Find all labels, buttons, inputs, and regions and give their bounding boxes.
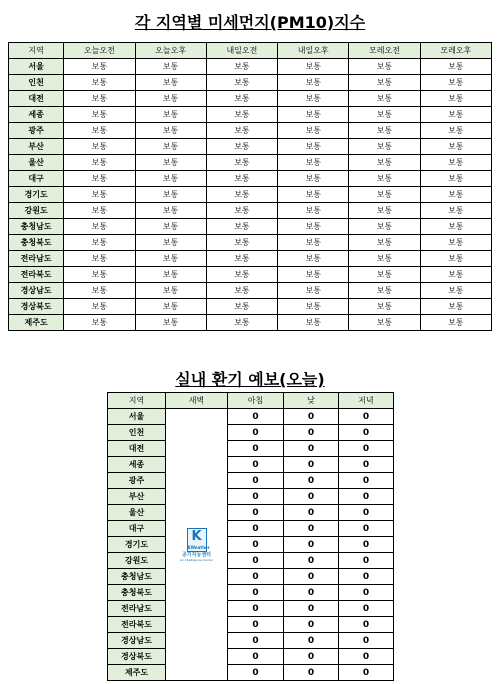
pm10-grade-cell: 보통	[420, 203, 491, 219]
pm10-grade-cell: 보통	[64, 75, 135, 91]
pm10-grade-cell: 보통	[206, 155, 277, 171]
pm10-grade-cell: 보통	[135, 107, 206, 123]
ventilation-value-cell: 0	[228, 425, 284, 441]
pm10-grade-cell: 보통	[278, 315, 349, 331]
pm10-grade-cell: 보통	[278, 267, 349, 283]
column-header: 내일오후	[278, 43, 349, 59]
table-row	[108, 521, 394, 537]
pm10-grade-cell: 보통	[135, 139, 206, 155]
pm10-grade-cell: 보통	[206, 203, 277, 219]
pm10-grade-cell: 보통	[206, 251, 277, 267]
pm10-grade-cell: 보통	[206, 315, 277, 331]
table-row	[9, 187, 492, 203]
pm10-grade-cell: 보통	[420, 155, 491, 171]
pm10-grade-cell: 보통	[206, 123, 277, 139]
ventilation-value-cell: 0	[339, 617, 394, 633]
ventilation-title: 실내 환기 예보(오늘)	[175, 370, 325, 389]
table-row	[108, 457, 394, 473]
pm10-grade-cell: 보통	[206, 235, 277, 251]
pm10-grade-cell: 보통	[64, 219, 135, 235]
ventilation-value-cell: 0	[284, 505, 339, 521]
table-row	[9, 75, 492, 91]
table-row	[9, 235, 492, 251]
table-row	[9, 283, 492, 299]
pm10-title: 각 지역별 미세먼지(PM10)지수	[134, 13, 366, 32]
ventilation-value-cell: 0	[228, 617, 284, 633]
pm10-grade-cell: 보통	[349, 139, 420, 155]
table-row	[9, 299, 492, 315]
table-row	[9, 107, 492, 123]
pm10-grade-cell: 보통	[349, 59, 420, 75]
table-row	[108, 425, 394, 441]
logo-mark	[187, 528, 210, 552]
table-row	[9, 267, 492, 283]
ventilation-value-cell: 0	[284, 441, 339, 457]
region-cell: 울산	[108, 505, 166, 521]
ventilation-header-row	[108, 393, 394, 409]
pm10-grade-cell: 보통	[64, 315, 135, 331]
pm10-grade-cell: 보통	[135, 59, 206, 75]
pm10-grade-cell: 보통	[64, 299, 135, 315]
pm10-grade-cell: 보통	[206, 267, 277, 283]
ventilation-table	[107, 392, 394, 681]
pm10-grade-cell: 보통	[278, 203, 349, 219]
column-header: 모레오전	[349, 43, 420, 59]
logo-name: 공기지능센터	[182, 551, 211, 558]
pm10-grade-cell: 보통	[349, 283, 420, 299]
pm10-grade-cell: 보통	[278, 187, 349, 203]
ventilation-value-cell: 0	[284, 553, 339, 569]
ventilation-value-cell: 0	[284, 473, 339, 489]
pm10-grade-cell: 보통	[64, 171, 135, 187]
region-cell: 제주도	[9, 315, 64, 331]
pm10-grade-cell: 보통	[64, 187, 135, 203]
pm10-grade-cell: 보통	[206, 91, 277, 107]
pm10-grade-cell: 보통	[278, 139, 349, 155]
region-cell: 충청남도	[9, 219, 64, 235]
region-cell: 부산	[9, 139, 64, 155]
ventilation-value-cell: 0	[339, 569, 394, 585]
region-cell: 충청북도	[108, 585, 166, 601]
logo-mark-letter: K	[191, 528, 202, 544]
pm10-grade-cell: 보통	[420, 251, 491, 267]
pm10-grade-cell: 보통	[135, 171, 206, 187]
pm10-grade-cell: 보통	[420, 171, 491, 187]
ventilation-value-cell: 0	[284, 537, 339, 553]
pm10-grade-cell: 보통	[206, 107, 277, 123]
ventilation-value-cell: 0	[339, 409, 394, 425]
column-header: 아침	[228, 393, 284, 409]
pm10-grade-cell: 보통	[349, 315, 420, 331]
pm10-grade-cell: 보통	[64, 251, 135, 267]
ventilation-value-cell: 0	[228, 649, 284, 665]
ventilation-value-cell: 0	[228, 553, 284, 569]
region-cell: 충청남도	[108, 569, 166, 585]
ventilation-value-cell: 0	[339, 505, 394, 521]
pm10-grade-cell: 보통	[64, 155, 135, 171]
table-row	[9, 59, 492, 75]
region-cell: 부산	[108, 489, 166, 505]
pm10-grade-cell: 보통	[64, 107, 135, 123]
pm10-grade-cell: 보통	[420, 187, 491, 203]
pm10-grade-cell: 보통	[349, 251, 420, 267]
pm10-grade-cell: 보통	[420, 315, 491, 331]
ventilation-value-cell: 0	[339, 521, 394, 537]
table-row	[9, 139, 492, 155]
table-row	[9, 91, 492, 107]
table-row	[9, 219, 492, 235]
table-row	[108, 409, 394, 425]
table-row	[9, 123, 492, 139]
pm10-grade-cell: 보통	[278, 155, 349, 171]
pm10-grade-cell: 보통	[420, 123, 491, 139]
column-header: 새벽	[166, 393, 228, 409]
region-cell: 강원도	[9, 203, 64, 219]
pm10-grade-cell: 보통	[278, 283, 349, 299]
pm10-grade-cell: 보통	[349, 299, 420, 315]
pm10-grade-cell: 보통	[64, 91, 135, 107]
pm10-grade-cell: 보통	[349, 123, 420, 139]
pm10-grade-cell: 보통	[349, 171, 420, 187]
region-cell: 전라북도	[9, 267, 64, 283]
pm10-grade-cell: 보통	[278, 107, 349, 123]
table-row	[108, 473, 394, 489]
ventilation-value-cell: 0	[284, 521, 339, 537]
column-header: 오늘오전	[64, 43, 135, 59]
table-row	[108, 553, 394, 569]
pm10-grade-cell: 보통	[135, 235, 206, 251]
column-header: 오늘오후	[135, 43, 206, 59]
pm10-grade-cell: 보통	[206, 139, 277, 155]
pm10-grade-cell: 보통	[64, 123, 135, 139]
pm10-grade-cell: 보통	[135, 315, 206, 331]
pm10-grade-cell: 보통	[135, 155, 206, 171]
region-cell: 서울	[9, 59, 64, 75]
ventilation-value-cell: 0	[228, 409, 284, 425]
region-cell: 경상북도	[108, 649, 166, 665]
column-header: 지역	[108, 393, 166, 409]
kweather-logo	[175, 528, 219, 562]
region-cell: 대구	[9, 171, 64, 187]
pm10-grade-cell: 보통	[349, 187, 420, 203]
pm10-grade-cell: 보통	[64, 59, 135, 75]
pm10-grade-cell: 보통	[64, 235, 135, 251]
pm10-grade-cell: 보통	[278, 75, 349, 91]
pm10-grade-cell: 보통	[349, 75, 420, 91]
pm10-grade-cell: 보통	[349, 107, 420, 123]
pm10-grade-cell: 보통	[420, 107, 491, 123]
pm10-grade-cell: 보통	[135, 75, 206, 91]
ventilation-value-cell: 0	[339, 649, 394, 665]
pm10-grade-cell: 보통	[278, 123, 349, 139]
pm10-grade-cell: 보통	[349, 155, 420, 171]
region-cell: 충청북도	[9, 235, 64, 251]
region-cell: 경상남도	[108, 633, 166, 649]
ventilation-value-cell: 0	[284, 665, 339, 681]
ventilation-value-cell: 0	[284, 601, 339, 617]
ventilation-value-cell: 0	[339, 601, 394, 617]
pm10-grade-cell: 보통	[420, 219, 491, 235]
pm10-grade-cell: 보통	[420, 91, 491, 107]
column-header: 지역	[9, 43, 64, 59]
pm10-grade-cell: 보통	[135, 283, 206, 299]
ventilation-value-cell: 0	[228, 537, 284, 553]
pm10-grade-cell: 보통	[349, 235, 420, 251]
column-header: 모레오후	[420, 43, 491, 59]
pm10-grade-cell: 보통	[135, 219, 206, 235]
pm10-grade-cell: 보통	[64, 139, 135, 155]
region-cell: 전라남도	[108, 601, 166, 617]
region-cell: 경상북도	[9, 299, 64, 315]
table-row	[108, 633, 394, 649]
region-cell: 인천	[9, 75, 64, 91]
pm10-grade-cell: 보통	[135, 267, 206, 283]
logo-tagline: Air Intelligence Center	[179, 557, 214, 562]
ventilation-value-cell: 0	[284, 569, 339, 585]
ventilation-value-cell: 0	[228, 473, 284, 489]
pm10-grade-cell: 보통	[420, 139, 491, 155]
pm10-grade-cell: 보통	[135, 299, 206, 315]
region-cell: 대전	[9, 91, 64, 107]
pm10-grade-cell: 보통	[420, 267, 491, 283]
ventilation-value-cell: 0	[284, 633, 339, 649]
ventilation-value-cell: 0	[228, 457, 284, 473]
table-row	[9, 315, 492, 331]
pm10-grade-cell: 보통	[278, 59, 349, 75]
pm10-grade-cell: 보통	[206, 283, 277, 299]
ventilation-value-cell: 0	[228, 521, 284, 537]
region-cell: 경상남도	[9, 283, 64, 299]
ventilation-value-cell: 0	[339, 457, 394, 473]
ventilation-value-cell: 0	[339, 489, 394, 505]
ventilation-value-cell: 0	[339, 425, 394, 441]
table-row	[108, 569, 394, 585]
table-row	[108, 441, 394, 457]
ventilation-value-cell: 0	[339, 585, 394, 601]
ventilation-value-cell: 0	[228, 441, 284, 457]
ventilation-value-cell: 0	[284, 409, 339, 425]
table-row	[9, 155, 492, 171]
region-cell: 광주	[9, 123, 64, 139]
pm10-grade-cell: 보통	[206, 59, 277, 75]
ventilation-value-cell: 0	[339, 441, 394, 457]
table-row	[108, 617, 394, 633]
ventilation-value-cell: 0	[228, 665, 284, 681]
pm10-grade-cell: 보통	[278, 235, 349, 251]
pm10-grade-cell: 보통	[64, 283, 135, 299]
pm10-grade-cell: 보통	[64, 203, 135, 219]
pm10-grade-cell: 보통	[420, 59, 491, 75]
pm10-grade-cell: 보통	[278, 91, 349, 107]
region-cell: 경기도	[9, 187, 64, 203]
pm10-grade-cell: 보통	[349, 91, 420, 107]
region-cell: 대구	[108, 521, 166, 537]
table-row	[9, 251, 492, 267]
region-cell: 인천	[108, 425, 166, 441]
region-cell: 세종	[9, 107, 64, 123]
ventilation-value-cell: 0	[228, 585, 284, 601]
pm10-grade-cell: 보통	[278, 171, 349, 187]
table-row	[9, 171, 492, 187]
table-row	[108, 505, 394, 521]
pm10-grade-cell: 보통	[135, 203, 206, 219]
ventilation-value-cell: 0	[339, 665, 394, 681]
pm10-grade-cell: 보통	[135, 123, 206, 139]
table-row	[108, 585, 394, 601]
pm10-grade-cell: 보통	[278, 219, 349, 235]
region-cell: 대전	[108, 441, 166, 457]
pm10-grade-cell: 보통	[206, 219, 277, 235]
ventilation-value-cell: 0	[228, 601, 284, 617]
column-header: 내일오전	[206, 43, 277, 59]
ventilation-value-cell: 0	[228, 569, 284, 585]
region-cell: 광주	[108, 473, 166, 489]
dawn-cell	[166, 409, 228, 681]
region-cell: 세종	[108, 457, 166, 473]
pm10-grade-cell: 보통	[64, 267, 135, 283]
ventilation-value-cell: 0	[339, 633, 394, 649]
region-cell: 전라남도	[9, 251, 64, 267]
column-header: 낮	[284, 393, 339, 409]
pm10-grade-cell: 보통	[349, 203, 420, 219]
pm10-header-row	[9, 43, 492, 59]
pm10-grade-cell: 보통	[420, 299, 491, 315]
ventilation-value-cell: 0	[284, 425, 339, 441]
pm10-grade-cell: 보통	[278, 251, 349, 267]
region-cell: 경기도	[108, 537, 166, 553]
ventilation-value-cell: 0	[284, 585, 339, 601]
pm10-grade-cell: 보통	[349, 219, 420, 235]
table-row	[108, 601, 394, 617]
ventilation-value-cell: 0	[339, 473, 394, 489]
pm10-grade-cell: 보통	[206, 299, 277, 315]
pm10-grade-cell: 보통	[135, 187, 206, 203]
ventilation-value-cell: 0	[284, 489, 339, 505]
table-row	[108, 665, 394, 681]
region-cell: 제주도	[108, 665, 166, 681]
pm10-grade-cell: 보통	[135, 91, 206, 107]
pm10-grade-cell: 보통	[135, 251, 206, 267]
pm10-grade-cell: 보통	[278, 299, 349, 315]
table-row	[9, 203, 492, 219]
pm10-grade-cell: 보통	[420, 75, 491, 91]
region-cell: 전라북도	[108, 617, 166, 633]
pm10-grade-cell: 보통	[206, 187, 277, 203]
pm10-grade-cell: 보통	[206, 75, 277, 91]
table-row	[108, 489, 394, 505]
region-cell: 울산	[9, 155, 64, 171]
pm10-grade-cell: 보통	[349, 267, 420, 283]
ventilation-value-cell: 0	[284, 649, 339, 665]
ventilation-value-cell: 0	[228, 489, 284, 505]
pm10-grade-cell: 보통	[206, 171, 277, 187]
ventilation-value-cell: 0	[228, 633, 284, 649]
table-row	[108, 537, 394, 553]
table-row	[108, 649, 394, 665]
region-cell: 서울	[108, 409, 166, 425]
column-header: 저녁	[339, 393, 394, 409]
pm10-table	[8, 42, 492, 331]
ventilation-value-cell: 0	[339, 553, 394, 569]
ventilation-value-cell: 0	[228, 505, 284, 521]
ventilation-value-cell: 0	[284, 617, 339, 633]
logo-mark-sub: KWeather	[187, 544, 210, 550]
region-cell: 강원도	[108, 553, 166, 569]
pm10-grade-cell: 보통	[420, 235, 491, 251]
ventilation-value-cell: 0	[284, 457, 339, 473]
pm10-grade-cell: 보통	[420, 283, 491, 299]
ventilation-value-cell: 0	[339, 537, 394, 553]
